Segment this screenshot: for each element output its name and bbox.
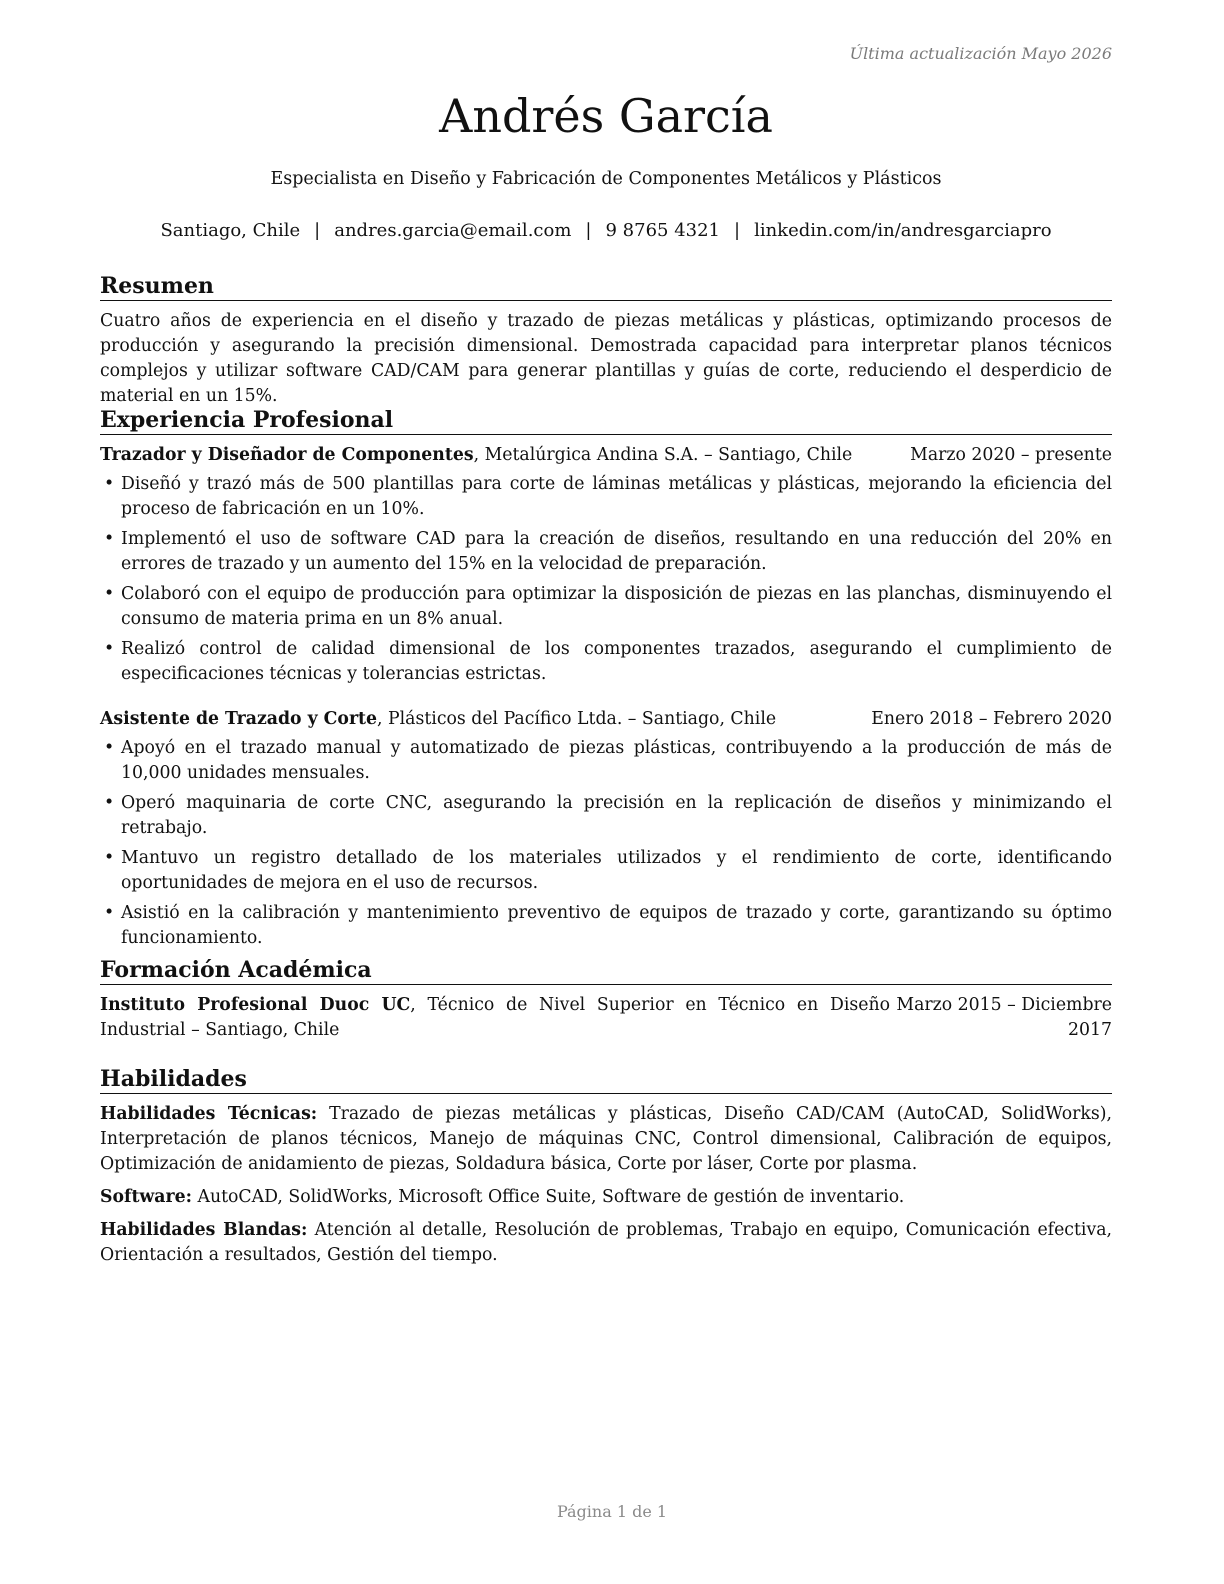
bullet-icon: • (104, 529, 115, 549)
education-section (100, 956, 1112, 1043)
bullet-text: Operó maquinaria de corte CNC, asegurando la precisión en la replicación de diseños y minimizando el retrabajo. (121, 793, 1112, 838)
list-item (100, 846, 1112, 896)
candidate-name: Andrés García (439, 89, 773, 143)
experience-heading: Experiencia Profesional (100, 406, 1112, 435)
contact-separator: | (585, 220, 592, 241)
list-item (100, 791, 1112, 841)
skill-text: AutoCAD, SolidWorks, Microsoft Office Suite, Software de gestión de inventario. (191, 1187, 905, 1207)
job-entry (100, 707, 1112, 951)
bullet-icon: • (104, 584, 115, 604)
contact-location: Santiago, Chile (160, 220, 301, 241)
bullet-text: Diseñó y trazó más de 500 plantillas para corte de láminas metálicas y plásticas, mejorando la eficiencia del proceso de fabricación en un 10%. (121, 474, 1112, 519)
bullet-text: Colaboró con el equipo de producción para optimizar la disposición de piezas en las planchas, disminuyendo el consumo de materia prima en un 8% anual. (121, 584, 1112, 629)
bullet-icon: • (104, 848, 115, 868)
contact-line (100, 219, 1112, 243)
contact-separator: | (314, 220, 321, 241)
bullet-text: Implementó el uso de software CAD para la creación de diseños, resultando en una reducción del 20% en errores de trazado y un aumento del 15% en la velocidad de preparación. (121, 529, 1112, 574)
job-dates: Enero 2018 – Febrero 2020 (871, 709, 1112, 729)
education-dates: Marzo 2015 – Diciembre 2017 (896, 995, 1112, 1040)
bullet-icon: • (104, 474, 115, 494)
page-number: Página 1 de 1 (556, 1502, 668, 1521)
contact-linkedin-link[interactable]: linkedin.com/in/andresgarciapro (754, 220, 1052, 241)
skill-text: Trazado de piezas metálicas y plásticas, Diseño CAD/CAM (AutoCAD, SolidWorks), Interpretación de planos técnicos, Manejo de máquinas CNC, Control dimensional, Calibración de equipos, Optimización de anidamiento de piezas, Soldadura básica, Corte por láser, Corte por plasma. (100, 1104, 1113, 1174)
contact-phone: 9 8765 4321 (605, 220, 720, 241)
summary-heading: Resumen (100, 272, 1112, 301)
bullet-icon: • (104, 793, 115, 813)
job-header (100, 707, 1112, 732)
job-role: Trazador y Diseñador de Componentes (100, 445, 474, 465)
skills-soft (100, 1218, 1112, 1268)
skills-technical (100, 1102, 1112, 1177)
skill-label: Habilidades Blandas: (100, 1220, 308, 1240)
job-bullets (100, 736, 1112, 951)
contact-email-link[interactable]: andres.garcia@email.com (334, 220, 572, 241)
job-header (100, 443, 1112, 468)
experience-section (100, 406, 1112, 956)
skills-heading: Habilidades (100, 1065, 1112, 1094)
summary-text: Cuatro años de experiencia en el diseño y trazado de piezas metálicas y plásticas, optimizando procesos de producción y asegurando la precisión dimensional. Demostrada capacidad para interpretar planos técnicos complejos y utilizar software CAD/CAM para generar plantillas y guías de corte, reduciendo el desperdicio de material en un 15%. (100, 311, 1112, 406)
list-item (100, 901, 1112, 951)
education-institution: Instituto Profesional Duoc UC (100, 995, 411, 1015)
contact-separator: | (734, 220, 741, 241)
job-dates: Marzo 2020 – presente (910, 445, 1112, 465)
education-heading: Formación Académica (100, 956, 1112, 985)
list-item (100, 527, 1112, 577)
list-item (100, 472, 1112, 522)
skill-label: Habilidades Técnicas: (100, 1104, 318, 1124)
summary-section (100, 272, 1112, 409)
list-item (100, 736, 1112, 786)
candidate-title: Especialista en Diseño y Fabricación de Componentes Metálicos y Plásticos (270, 169, 942, 189)
bullet-text: Asistió en la calibración y mantenimiento preventivo de equipos de trazado y corte, garantizando su óptimo funcionamiento. (121, 903, 1112, 948)
list-item (100, 637, 1112, 687)
skill-label: Software: (100, 1187, 192, 1207)
job-company: , Plásticos del Pacífico Ltda. – Santiago, Chile (377, 709, 777, 729)
job-entry (100, 443, 1112, 687)
skill-text: Atención al detalle, Resolución de problemas, Trabajo en equipo, Comunicación efectiva, Orientación a resultados, Gestión del tiempo. (100, 1220, 1113, 1265)
list-item (100, 582, 1112, 632)
skills-software (100, 1185, 1112, 1210)
job-bullets (100, 472, 1112, 687)
job-company: , Metalúrgica Andina S.A. – Santiago, Chile (473, 445, 853, 465)
bullet-icon: • (104, 903, 115, 923)
education-details: , Técnico de Nivel Superior en Técnico en Diseño Industrial – Santiago, Chile (100, 995, 890, 1040)
bullet-icon: • (104, 639, 115, 659)
bullet-icon: • (104, 738, 115, 758)
job-role: Asistente de Trazado y Corte (100, 709, 378, 729)
last-updated: Última actualización Mayo 2026 (849, 44, 1112, 63)
bullet-text: Apoyó en el trazado manual y automatizado de piezas plásticas, contribuyendo a la producción de más de 10,000 unidades mensuales. (121, 738, 1112, 783)
education-entry (100, 993, 1112, 1043)
skills-section (100, 1065, 1112, 1276)
bullet-text: Mantuvo un registro detallado de los materiales utilizados y el rendimiento de corte, identificando oportunidades de mejora en el uso de recursos. (121, 848, 1112, 893)
bullet-text: Realizó control de calidad dimensional de los componentes trazados, asegurando el cumplimiento de especificaciones técnicas y tolerancias estrictas. (121, 639, 1112, 684)
